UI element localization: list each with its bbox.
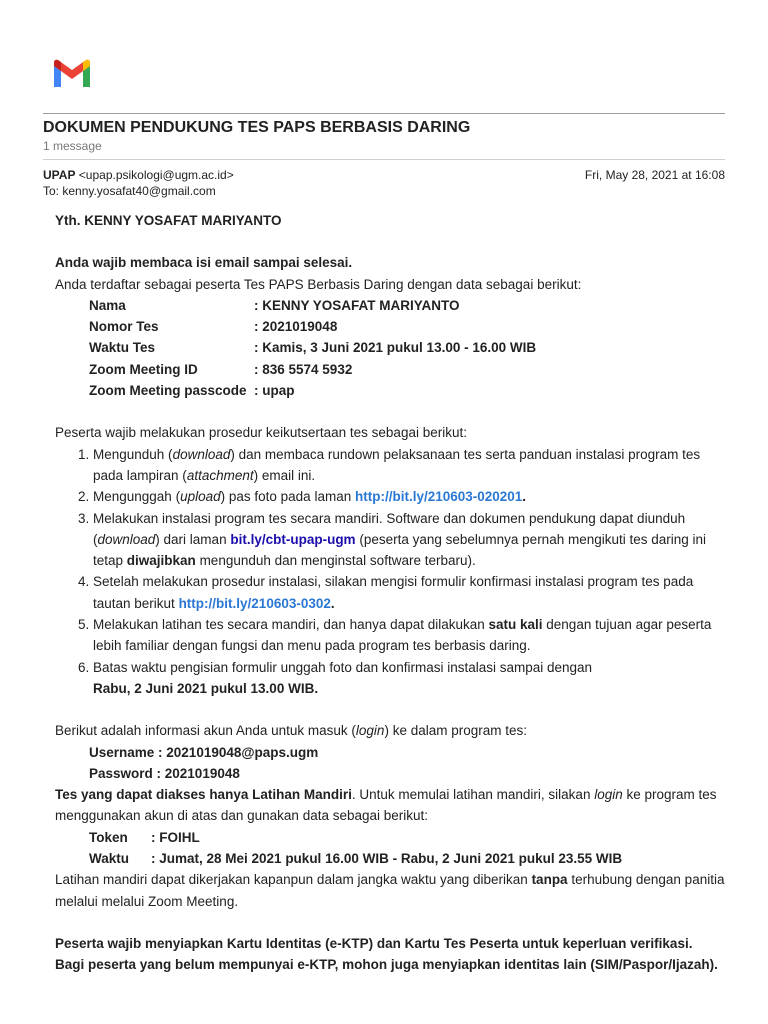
sent-date: Fri, May 28, 2021 at 16:08 [584, 168, 725, 182]
waktu-value: : Jumat, 28 Mei 2021 pukul 16.00 WIB - Rabu, 2 Juni 2021 pukul 23.55 WIB [151, 851, 623, 867]
participant-details [55, 295, 725, 401]
token-value: : FOIHL [151, 829, 200, 845]
detail-value: : upap [254, 383, 295, 399]
detail-label: Nama [89, 297, 126, 313]
detail-value: : 2021019048 [254, 319, 338, 335]
step-4: 4. Setelah melakukan prosedur instalasi, silakan mengisi formulir konfirmasi instalasi program tes pada tautan berikut http://bit.ly/210603-0302. [93, 571, 725, 614]
detail-row-waktu-tes [55, 337, 725, 358]
header-divider [43, 113, 725, 114]
waktu-row [55, 848, 725, 869]
sender-name: UPAP [43, 168, 76, 182]
detail-row-zoom-passcode [55, 380, 725, 401]
message-count: 1 message [43, 139, 102, 153]
photo-upload-link[interactable]: http://bit.ly/210603-020201 [354, 489, 523, 505]
subject-divider [43, 159, 725, 160]
detail-row-zoom-id [55, 359, 725, 380]
recipient-line: To: kenny.yosafat40@gmail.com [43, 184, 216, 198]
account-intro: Berikut adalah informasi akun Anda untuk masuk (login) ke dalam program tes: [55, 723, 528, 739]
sender-email[interactable]: <upap.psikologi@ugm.ac.id> [78, 168, 234, 182]
detail-row-nomor-tes [55, 316, 725, 337]
procedure-intro: Peserta wajib melakukan prosedur keikutsertaan tes sebagai berikut: [55, 425, 467, 441]
step-2: 2. Mengunggah (upload) pas foto pada laman http://bit.ly/210603-020201. [93, 486, 725, 507]
detail-label: Zoom Meeting ID [89, 361, 198, 377]
must-read-notice: Anda wajib membaca isi email sampai selesai. [55, 255, 353, 271]
software-download-link[interactable]: bit.ly/cbt-upap-ugm [230, 531, 356, 547]
detail-value: : KENNY YOSAFAT MARIYANTO [254, 297, 460, 313]
step-5: 5. Melakukan latihan tes secara mandiri, dan hanya dapat dilakukan satu kali dengan tujuan agar peserta lebih familiar dengan fungsi dan menu pada program tes berbasis daring. [93, 614, 725, 657]
install-confirmation-link[interactable]: http://bit.ly/210603-0302 [178, 595, 331, 611]
token-row [55, 827, 725, 848]
token-label: Token [89, 829, 128, 845]
username: Username : 2021019048@paps.ugm [89, 744, 319, 760]
procedure-steps [55, 444, 725, 700]
password: Password : 2021019048 [89, 765, 240, 781]
sender-line [43, 168, 234, 182]
step-6: 6. Batas waktu pengisian formulir unggah foto dan konfirmasi instalasi sampai dengan Rabu, 2 Juni 2021 pukul 13.00 WIB. [93, 657, 725, 700]
waktu-label: Waktu [89, 851, 129, 867]
detail-value: : Kamis, 3 Juni 2021 pukul 13.00 - 16.00 WIB [254, 340, 537, 356]
gmail-logo-icon [51, 58, 93, 90]
step-1: 1. Mengunduh (download) dan membaca rundown pelaksanaan tes serta panduan instalasi program tes pada lampiran (attachment) email ini. [93, 444, 725, 487]
detail-value: : 836 5574 5932 [254, 361, 353, 377]
detail-label: Waktu Tes [89, 340, 156, 356]
practice-info: Tes yang dapat diakses hanya Latihan Mandiri. Untuk memulai latihan mandiri, silakan login ke program tes menggunakan akun di atas dan gunakan data sebagai berikut: [55, 787, 717, 824]
step-3: 3. Melakukan instalasi program tes secara mandiri. Software dan dokumen pendukung dapat diunduh (download) dari laman bit.ly/cbt-upap-ugm (peserta yang sebelumnya pernah mengikuti tes daring ini tetap diwajibkan mengunduh dan menginstal software terbaru). [93, 508, 725, 572]
final-note: Peserta wajib menyiapkan Kartu Identitas (e-KTP) dan Kartu Tes Peserta untuk keperluan verifikasi. Bagi peserta yang belum mempunyai e-KTP, mohon juga menyiapkan identitas lain (SIM/Paspor/Ijazah). [55, 935, 718, 973]
greeting: Yth. KENNY YOSAFAT MARIYANTO [55, 213, 282, 228]
email-body [55, 210, 725, 976]
deadline: Rabu, 2 Juni 2021 pukul 13.00 WIB. [93, 680, 319, 696]
registration-intro: Anda terdaftar sebagai peserta Tes PAPS Berbasis Daring dengan data sebagai berikut: [55, 276, 582, 292]
email-subject: DOKUMEN PENDUKUNG TES PAPS BERBASIS DARING [43, 119, 471, 136]
detail-row-nama [55, 295, 725, 316]
anytime-info: Latihan mandiri dapat dikerjakan kapanpun dalam jangka waktu yang diberikan tanpa terhubung dengan panitia melalui melalui Zoom Meeting. [55, 872, 725, 909]
detail-label: Nomor Tes [89, 319, 159, 335]
detail-label: Zoom Meeting passcode [89, 383, 247, 399]
